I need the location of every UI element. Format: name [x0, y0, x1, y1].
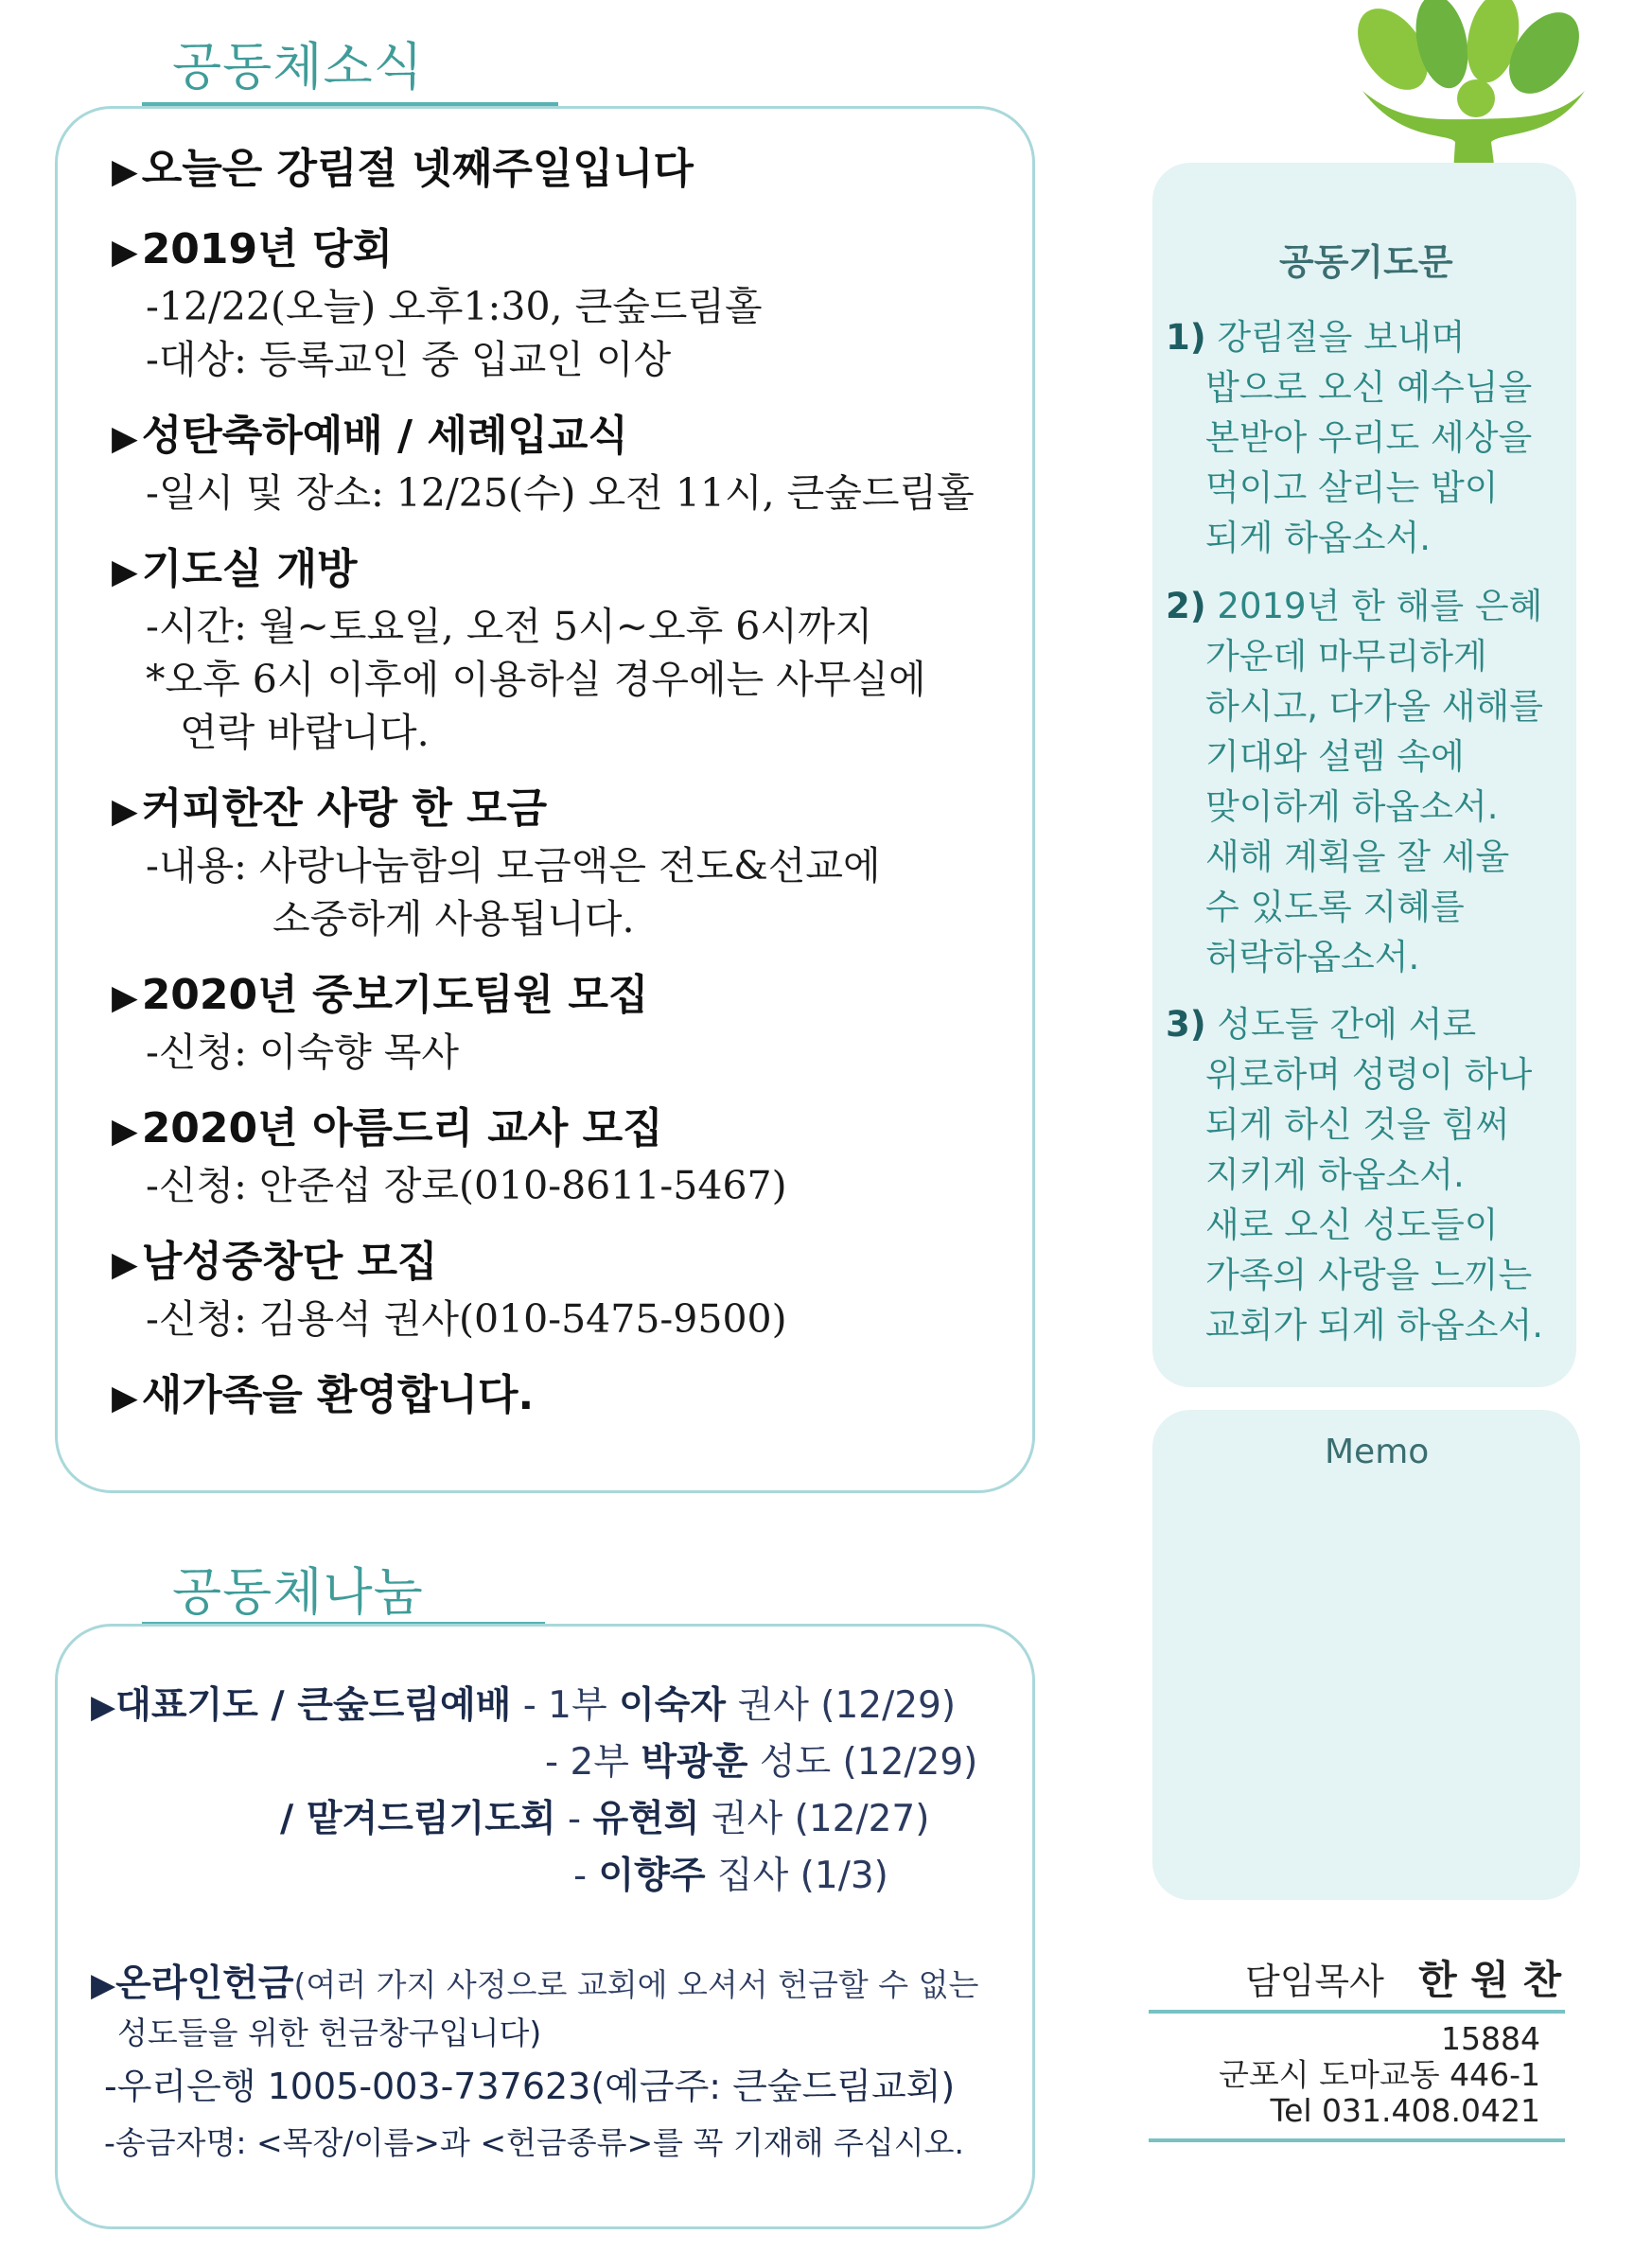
news-item	[112, 782, 1020, 945]
prayer-line: 본받아 우리도 세상을	[1205, 417, 1533, 458]
memo-title: Memo	[1325, 1433, 1430, 1471]
common-prayer-title: 공동기도문	[1279, 241, 1453, 283]
person-name: 이숙자	[619, 1684, 727, 1727]
news-item-title: 오늘은 강림절 넷째주일입니다	[141, 145, 694, 193]
news-item-title: 2019년 당회	[141, 225, 393, 273]
news-item-title: 커피한잔 사랑 한 모금	[141, 784, 548, 833]
prayer-duty-row	[91, 1680, 956, 1733]
person-name: 이향주	[598, 1855, 706, 1897]
prayer-duty-row	[280, 1794, 929, 1845]
prayer-line: 강림절을 보내며	[1217, 317, 1466, 358]
news-item-line: -일시 및 장소: 12/25(수) 오전 11시, 큰숲드림홀	[146, 470, 975, 516]
news-item	[112, 968, 1020, 1079]
pastor-label: 담임목사	[1245, 1961, 1384, 2002]
prayer-line: 되게 하옵소서.	[1205, 518, 1431, 558]
news-item-line: 소중하게 사용됩니다.	[272, 896, 635, 941]
triangle-bullet-icon: ▶	[112, 1112, 138, 1151]
prayer-line: 허락하옵소서.	[1205, 937, 1420, 977]
news-item	[112, 1235, 1020, 1346]
news-item-line: *오후 6시 이후에 이용하실 경우에는 사무실에	[146, 657, 926, 702]
triangle-bullet-icon: ▶	[112, 419, 138, 458]
street-address: 군포시 도마교동 446-1	[1218, 2056, 1540, 2093]
prayer-item	[1166, 581, 1543, 982]
news-item	[112, 542, 1020, 759]
sharing-section-title: 공동체나눔	[172, 1562, 424, 1622]
sender-instruction: -송금자명: <목장/이름>과 <헌금종류>를 꼭 기재해 주십시오.	[104, 2124, 964, 2161]
news-section-title: 공동체소식	[172, 37, 424, 97]
pastor-name: 한 원 찬	[1418, 1957, 1562, 2003]
triangle-bullet-icon: ▶	[112, 553, 138, 591]
service-part: - 2부	[545, 1741, 629, 1784]
bank-account: -우리은행 1005-003-737623(예금주: 큰숲드림교회)	[104, 2066, 956, 2107]
news-item	[112, 142, 1020, 200]
prayer-line: 가운데 마무리하게	[1205, 636, 1487, 677]
prayer-line: 위로하며 성령이 하나	[1205, 1054, 1533, 1095]
triangle-bullet-icon: ▶	[112, 792, 138, 831]
person-name: 유현희	[592, 1798, 700, 1840]
triangle-bullet-icon: ▶	[112, 978, 138, 1017]
news-item-line: -12/22(오늘) 오후1:30, 큰숲드림홀	[146, 284, 763, 329]
prayer-line: 새로 오신 성도들이	[1205, 1205, 1499, 1245]
prayer-duty-label: 대표기도 / 큰숲드림예배	[115, 1684, 512, 1727]
prayer-line: 맞이하게 하옵소서.	[1205, 786, 1499, 827]
offering-note: (여러 가지 사정으로 교회에 오셔서 헌금할 수 없는	[293, 1966, 979, 2003]
news-item-title: 2020년 중보기도팀원 모집	[141, 971, 649, 1019]
prayer-line: 밥으로 오신 예수님을	[1205, 367, 1533, 408]
news-item	[112, 1368, 1020, 1426]
memo-box[interactable]	[1152, 1410, 1580, 1900]
news-item-title: 성탄축하예배 / 세례입교식	[141, 412, 628, 460]
news-item-title: 기도실 개방	[141, 545, 358, 593]
person-role-date: 권사 (12/29)	[737, 1684, 957, 1727]
news-item-line: -신청: 이숙향 목사	[146, 1029, 459, 1075]
person-role-date: 성도 (12/29)	[759, 1741, 978, 1784]
prayer-line: 먹이고 살리는 밥이	[1205, 467, 1499, 508]
prayer-line: 교회가 되게 하옵소서.	[1205, 1305, 1543, 1346]
prayer-line: 새해 계획을 잘 세울	[1205, 836, 1510, 877]
prayer-line: 기대와 설렘 속에	[1205, 736, 1465, 777]
prayer-duty-row	[573, 1851, 888, 1902]
prayer-number: 3)	[1166, 1004, 1206, 1045]
news-item	[112, 1101, 1020, 1212]
news-item-line: -신청: 김용석 권사(010-5475-9500)	[146, 1296, 787, 1342]
service-part: -	[573, 1855, 588, 1897]
news-item-title: 남성중창단 모집	[141, 1238, 438, 1286]
person-role-date: 집사 (1/3)	[716, 1855, 888, 1897]
news-item-line: -내용: 사랑나눔함의 모금액은 전도&선교에	[146, 843, 881, 888]
zip-code: 15884	[1441, 2020, 1540, 2057]
news-item-title: 새가족을 환영합니다.	[141, 1371, 535, 1419]
news-list	[112, 142, 1020, 1449]
prayer-line: 성도들 간에 서로	[1217, 1004, 1477, 1045]
prayer-line: 2019년 한 해를 은혜	[1217, 586, 1543, 626]
prayer-line: 되게 하신 것을 힘써	[1205, 1104, 1510, 1145]
prayer-meeting-label: / 맡겨드림기도회	[280, 1798, 556, 1840]
prayer-line: 가족의 사랑을 느끼는	[1205, 1255, 1533, 1295]
triangle-bullet-icon: ▶	[112, 152, 138, 191]
triangle-bullet-icon: ▶	[112, 233, 138, 272]
person-name: 박광훈	[641, 1741, 748, 1784]
news-item-line: -시간: 월~토요일, 오전 5시~오후 6시까지	[146, 604, 873, 649]
news-item-title: 2020년 아름드리 교사 모집	[141, 1104, 663, 1152]
news-item	[112, 409, 1020, 519]
prayer-number: 2)	[1166, 586, 1206, 626]
prayer-number: 1)	[1166, 317, 1206, 358]
address-bottom-rule	[1149, 2138, 1565, 2142]
person-role-date: 권사 (12/27)	[711, 1798, 930, 1840]
prayer-line: 수 있도록 지혜를	[1205, 887, 1465, 927]
triangle-bullet-icon: ▶	[91, 1966, 116, 2004]
prayer-duty-row	[545, 1737, 977, 1788]
news-item-line: -신청: 안준섭 장로(010-8611-5467)	[146, 1163, 787, 1208]
pastor-info	[1245, 1949, 1561, 2006]
prayer-line: 하시고, 다가올 새해를	[1205, 686, 1543, 727]
church-address	[1149, 2021, 1540, 2129]
news-item-line: 연락 바랍니다.	[180, 710, 430, 755]
address-top-rule	[1149, 2010, 1565, 2014]
news-item-line: -대상: 등록교인 중 입교인 이상	[146, 337, 672, 382]
online-offering-label: 온라인헌금	[115, 1962, 294, 2005]
prayer-item	[1166, 312, 1532, 563]
triangle-bullet-icon: ▶	[112, 1245, 138, 1284]
service-part: - 1부	[522, 1684, 607, 1727]
offering-note-line2: 성도들을 위한 헌금창구입니다)	[117, 2014, 542, 2051]
triangle-bullet-icon: ▶	[112, 1379, 138, 1417]
triangle-bullet-icon: ▶	[91, 1688, 116, 1726]
news-item	[112, 222, 1020, 386]
prayer-item	[1166, 999, 1543, 1350]
prayer-line: 지키게 하옵소서.	[1205, 1154, 1465, 1195]
service-part: -	[567, 1798, 582, 1840]
phone-number: Tel 031.408.0421	[1270, 2092, 1540, 2129]
online-offering-row	[91, 1959, 978, 2011]
